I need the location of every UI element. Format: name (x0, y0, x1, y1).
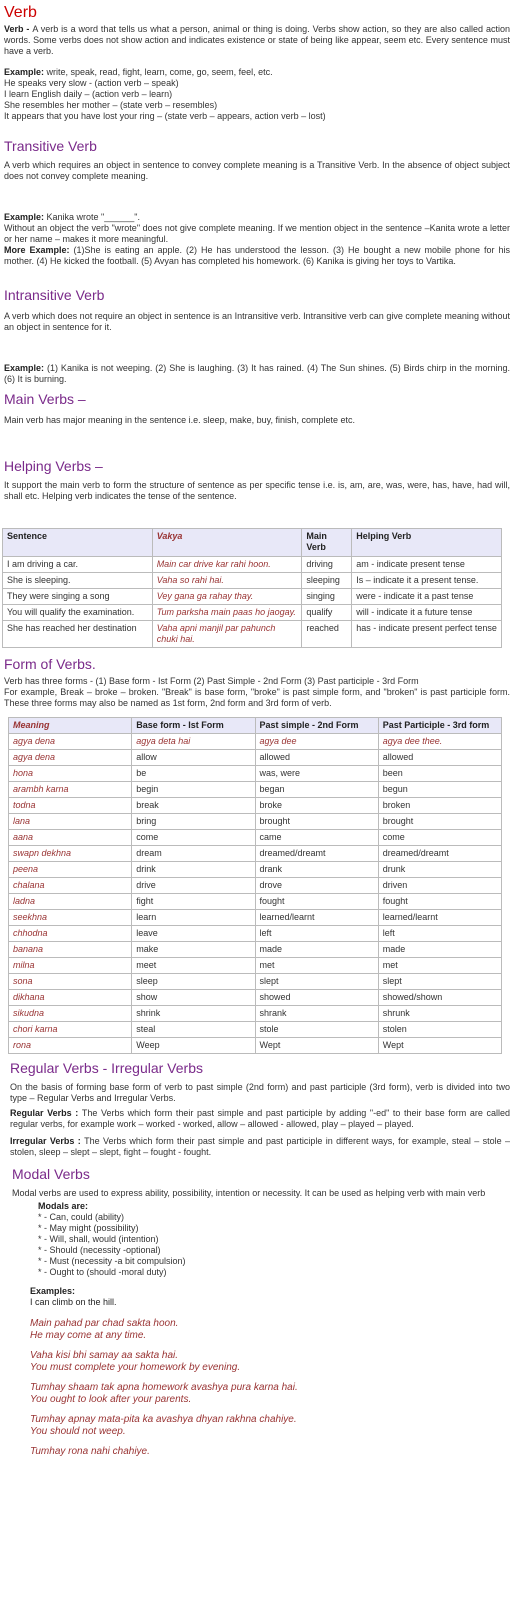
modal-list (12, 1201, 510, 1278)
modal-examples-label: Examples: (30, 1286, 76, 1296)
transitive-title: Transitive Verb (4, 138, 97, 154)
modal-example-line: Tumhay shaam tak apna homework avashya pura karna hai. (30, 1382, 298, 1393)
intransitive-title: Intransitive Verb (4, 287, 105, 303)
table-cell: Wept (378, 1038, 501, 1054)
table-row (9, 974, 502, 990)
column-header: Sentence (3, 529, 153, 557)
table-cell: agya dee (255, 734, 378, 750)
modal-list-item: * - May might (possibility) (38, 1223, 139, 1233)
table-cell: was, were (255, 766, 378, 782)
intransitive-section (0, 285, 520, 385)
table-row (9, 766, 502, 782)
table-cell: singing (302, 589, 352, 605)
table-cell: They were singing a song (3, 589, 153, 605)
table-cell: drink (132, 862, 255, 878)
table-row (9, 958, 502, 974)
table-cell: fight (132, 894, 255, 910)
transitive-line2: Without an object the verb "wrote" does not give complete meaning. If we mention object in the sentence –Kanita wrote a letter or her name – makes it more meaningful. (4, 223, 510, 244)
table-cell: has - indicate present perfect tense (352, 621, 502, 648)
column-header: Past Participle - 3rd form (378, 718, 501, 734)
table-cell: came (255, 830, 378, 846)
table-cell: break (132, 798, 255, 814)
table-cell: broken (378, 798, 501, 814)
column-header: Main Verb (302, 529, 352, 557)
table-row (9, 846, 502, 862)
table-cell: I am driving a car. (3, 557, 153, 573)
table-row (3, 557, 502, 573)
table-cell: learned/learnt (255, 910, 378, 926)
verb-line: It appears that you have lost your ring – (state verb – appears, action verb – lost) (4, 111, 326, 121)
verb-section (0, 24, 520, 122)
helping-verbs-table (2, 528, 502, 648)
table-row (3, 621, 502, 648)
table-cell: milna (9, 958, 132, 974)
table-cell: chhodna (9, 926, 132, 942)
helping-verbs-definition: It support the main verb to form the structure of sentence as per specific tense i.e. is, am, are, was, were, has, have, had will, shall etc. Helping verb indicates the tense of the sentence. (4, 480, 510, 501)
table-cell: make (132, 942, 255, 958)
modal-example-line: Vaha kisi bhi samay aa sakta hai. (30, 1350, 179, 1361)
table-cell: brought (255, 814, 378, 830)
intransitive-example-text: (1) Kanika is not weeping. (2) She is laughing. (3) It has rained. (4) The Sun shines. (5) Birds chirp in the morning. (6) It is burning. (4, 363, 510, 384)
intransitive-example-label: Example: (4, 363, 47, 373)
table-cell: peena (9, 862, 132, 878)
table-cell: chori karna (9, 1022, 132, 1038)
helping-verbs-table-wrap (0, 528, 520, 648)
main-verbs-title: Main Verbs – (4, 391, 86, 407)
table-cell: agya dena (9, 734, 132, 750)
forms-table-wrap (0, 717, 520, 1054)
table-cell: drive (132, 878, 255, 894)
table-cell: swapn dekhna (9, 846, 132, 862)
table-cell: will - indicate it a future tense (352, 605, 502, 621)
table-cell: be (132, 766, 255, 782)
table-cell: Vey gana ga rahay thay. (152, 589, 302, 605)
table-cell: drunk (378, 862, 501, 878)
irregular-label: Irregular Verbs : (10, 1136, 85, 1146)
regular-irregular-section (0, 1058, 520, 1158)
verb-line: She resembles her mother – (state verb – resembles) (4, 100, 218, 110)
main-verbs-section (0, 389, 520, 426)
modal-list-item: * - Should (necessity -optional) (38, 1245, 161, 1255)
transitive-example-text: Kanika wrote "______". (46, 212, 140, 222)
table-header-row (3, 529, 502, 557)
transitive-section (0, 136, 520, 267)
table-cell: begun (378, 782, 501, 798)
irregular-text: The Verbs which form their past simple and past participle in different ways, for example, steal – stole – stolen, sleep – slept – slept, fight – fought - fought. (10, 1136, 510, 1157)
table-cell: learned/learnt (378, 910, 501, 926)
table-row (9, 734, 502, 750)
table-cell: agya deta hai (132, 734, 255, 750)
regular-irregular-intro: On the basis of forming base form of verb to past simple (2nd form) and past participle (3rd form), verb is divided into two type – Regular Verbs and Irregular Verbs. (10, 1082, 510, 1103)
modal-example-line: Tumhay apnay mata-pita ka avashya dhyan rakhna chahiye. (30, 1414, 297, 1425)
table-cell: begin (132, 782, 255, 798)
table-cell: dikhana (9, 990, 132, 1006)
modal-example-line: You should not weep. (30, 1426, 126, 1437)
table-cell: Main car drive kar rahi hoon. (152, 557, 302, 573)
table-cell: come (132, 830, 255, 846)
table-cell: allowed (255, 750, 378, 766)
verb-line: I learn English daily – (action verb – learn) (4, 89, 173, 99)
table-cell: todna (9, 798, 132, 814)
table-cell: drove (255, 878, 378, 894)
table-cell: Is – indicate it a present tense. (352, 573, 502, 589)
column-header: Base form - Ist Form (132, 718, 255, 734)
verb-example-label: Example: (4, 67, 47, 77)
table-cell: ladna (9, 894, 132, 910)
table-cell: qualify (302, 605, 352, 621)
modal-example-line: Tumhay rona nahi chahiye. (30, 1446, 150, 1457)
regular-label: Regular Verbs : (10, 1108, 82, 1118)
table-row (9, 814, 502, 830)
modal-list-item: * - Ought to (should -moral duty) (38, 1267, 167, 1277)
table-row (3, 589, 502, 605)
modal-example-first: I can climb on the hill. (30, 1297, 117, 1307)
table-cell: Weep (132, 1038, 255, 1054)
modal-list-item: * - Can, could (ability) (38, 1212, 125, 1222)
modal-example-line: You ought to look after your parents. (30, 1394, 192, 1405)
table-cell: left (378, 926, 501, 942)
table-cell: lana (9, 814, 132, 830)
forms-title: Form of Verbs. (4, 656, 96, 672)
main-verbs-definition: Main verb has major meaning in the sentence i.e. sleep, make, buy, finish, complete etc. (4, 415, 356, 425)
table-row (9, 1022, 502, 1038)
verb-definition: A verb is a word that tells us what a person, animal or thing is doing. Verbs show action, so they are also called action words. Some verbs does not show action and indicates existence or state of being like appear, seem etc. Every sentence must have a verb. (4, 24, 510, 56)
modal-example-line: He may come at any time. (30, 1330, 147, 1341)
transitive-more-text: (1)She is eating an apple. (2) He has understood the lesson. (3) He bought a new mobile phone for his mother. (4) He kicked the football. (5) Avyan has completed his homework. (6) Kanika is giving her toys to Vartika. (4, 245, 510, 266)
table-cell: learn (132, 910, 255, 926)
modal-title: Modal Verbs (12, 1166, 90, 1182)
transitive-definition: A verb which requires an object in sentence to convey complete meaning is a Transitive Verb. In the absence of object subject does not convey complete meaning. (4, 160, 510, 181)
table-cell: aana (9, 830, 132, 846)
table-row (9, 1038, 502, 1054)
modal-section (0, 1164, 520, 1458)
table-cell: dreamed/dreamt (255, 846, 378, 862)
table-cell: She is sleeping. (3, 573, 153, 589)
table-cell: made (378, 942, 501, 958)
table-cell: allow (132, 750, 255, 766)
column-header: Vakya (152, 529, 302, 557)
table-cell: agya dena (9, 750, 132, 766)
table-cell: brought (378, 814, 501, 830)
table-cell: She has reached her destination (3, 621, 153, 648)
forms-table-body (9, 734, 502, 1054)
table-cell: sikudna (9, 1006, 132, 1022)
modal-list-label: Modals are: (38, 1201, 89, 1211)
table-cell: show (132, 990, 255, 1006)
table-cell: slept (255, 974, 378, 990)
forms-section (0, 654, 520, 709)
table-row (9, 750, 502, 766)
table-cell: sleep (132, 974, 255, 990)
table-cell: met (378, 958, 501, 974)
table-cell: sona (9, 974, 132, 990)
table-cell: rona (9, 1038, 132, 1054)
helping-verbs-section (0, 456, 520, 502)
table-cell: dream (132, 846, 255, 862)
table-row (9, 942, 502, 958)
table-cell: steal (132, 1022, 255, 1038)
regular-irregular-title: Regular Verbs - Irregular Verbs (10, 1060, 203, 1076)
table-cell: stolen (378, 1022, 501, 1038)
table-row (9, 862, 502, 878)
table-cell: meet (132, 958, 255, 974)
table-cell: shrink (132, 1006, 255, 1022)
forms-table (8, 717, 502, 1054)
forms-line2: For example, Break – broke – broken. "Break" is base form, "broke" is past simple form, and "broken" is past participle form. These three forms may also be named as 1st form, 2nd form and 3rd form of verb. (4, 687, 510, 708)
verb-line: He speaks very slow - (action verb – speak) (4, 78, 179, 88)
table-cell: shrunk (378, 1006, 501, 1022)
column-header: Past simple - 2nd Form (255, 718, 378, 734)
table-row (9, 894, 502, 910)
table-row (9, 926, 502, 942)
table-cell: were - indicate it a past tense (352, 589, 502, 605)
modal-list-item: * - Will, shall, would (intention) (38, 1234, 159, 1244)
transitive-example-label: Example: (4, 212, 47, 222)
modal-example-line: Main pahad par chad sakta hoon. (30, 1318, 179, 1329)
table-row (9, 910, 502, 926)
table-row (9, 782, 502, 798)
table-cell: driving (302, 557, 352, 573)
table-cell: banana (9, 942, 132, 958)
table-row (3, 605, 502, 621)
verb-example-text: write, speak, read, fight, learn, come, go, seem, feel, etc. (46, 67, 273, 77)
table-cell: left (255, 926, 378, 942)
column-header: Meaning (9, 718, 132, 734)
table-cell: bring (132, 814, 255, 830)
table-row (9, 830, 502, 846)
intransitive-definition: A verb which does not require an object in sentence is an Intransitive verb. Intransitive verb can give complete meaning without an object in sentence for it. (4, 311, 510, 332)
table-cell: chalana (9, 878, 132, 894)
table-cell: Vaha apni manjil par pahunch chuki hai. (152, 621, 302, 648)
verb-title: Verb (4, 4, 37, 21)
table-cell: showed (255, 990, 378, 1006)
table-cell: seekhna (9, 910, 132, 926)
table-row (9, 798, 502, 814)
table-cell: arambh karna (9, 782, 132, 798)
column-header: Helping Verb (352, 529, 502, 557)
table-cell: Tum parksha main paas ho jaogay. (152, 605, 302, 621)
table-row (3, 573, 502, 589)
table-cell: stole (255, 1022, 378, 1038)
table-cell: You will qualify the examination. (3, 605, 153, 621)
table-cell: met (255, 958, 378, 974)
forms-line1: Verb has three forms - (1) Base form - Ist Form (2) Past Simple - 2nd Form (3) Past participle - 3rd Form (4, 676, 419, 686)
table-cell: Vaha so rahi hai. (152, 573, 302, 589)
table-cell: driven (378, 878, 501, 894)
table-cell: showed/shown (378, 990, 501, 1006)
table-cell: reached (302, 621, 352, 648)
table-cell: drank (255, 862, 378, 878)
table-header-row (9, 718, 502, 734)
table-cell: agya dee thee. (378, 734, 501, 750)
modal-intro: Modal verbs are used to express ability, possibility, intention or necessity. It can be used as helping verb with main verb (12, 1188, 486, 1198)
table-cell: fought (255, 894, 378, 910)
table-cell: dreamed/dreamt (378, 846, 501, 862)
table-row (9, 878, 502, 894)
verb-def-label: Verb - (4, 24, 33, 34)
helping-verbs-title: Helping Verbs – (4, 458, 103, 474)
modal-list-item: * - Must (necessity -a bit compulsion) (38, 1256, 186, 1266)
table-cell: shrank (255, 1006, 378, 1022)
table-cell: leave (132, 926, 255, 942)
table-cell: sleeping (302, 573, 352, 589)
table-row (9, 990, 502, 1006)
table-cell: hona (9, 766, 132, 782)
table-cell: come (378, 830, 501, 846)
table-cell: broke (255, 798, 378, 814)
transitive-more-label: More Example: (4, 245, 74, 255)
table-cell: began (255, 782, 378, 798)
table-cell: made (255, 942, 378, 958)
table-cell: allowed (378, 750, 501, 766)
table-cell: fought (378, 894, 501, 910)
regular-text: The Verbs which form their past simple and past participle by adding "-ed" to their base form are called regular verbs, for example work – worked - worked, allow – allowed - allowed, play – played – played. (10, 1108, 511, 1129)
table-cell: slept (378, 974, 501, 990)
table-row (9, 1006, 502, 1022)
table-cell: Wept (255, 1038, 378, 1054)
table-cell: been (378, 766, 501, 782)
modal-examples (12, 1286, 510, 1458)
table-cell: am - indicate present tense (352, 557, 502, 573)
modal-example-line: You must complete your homework by evening. (30, 1362, 241, 1373)
